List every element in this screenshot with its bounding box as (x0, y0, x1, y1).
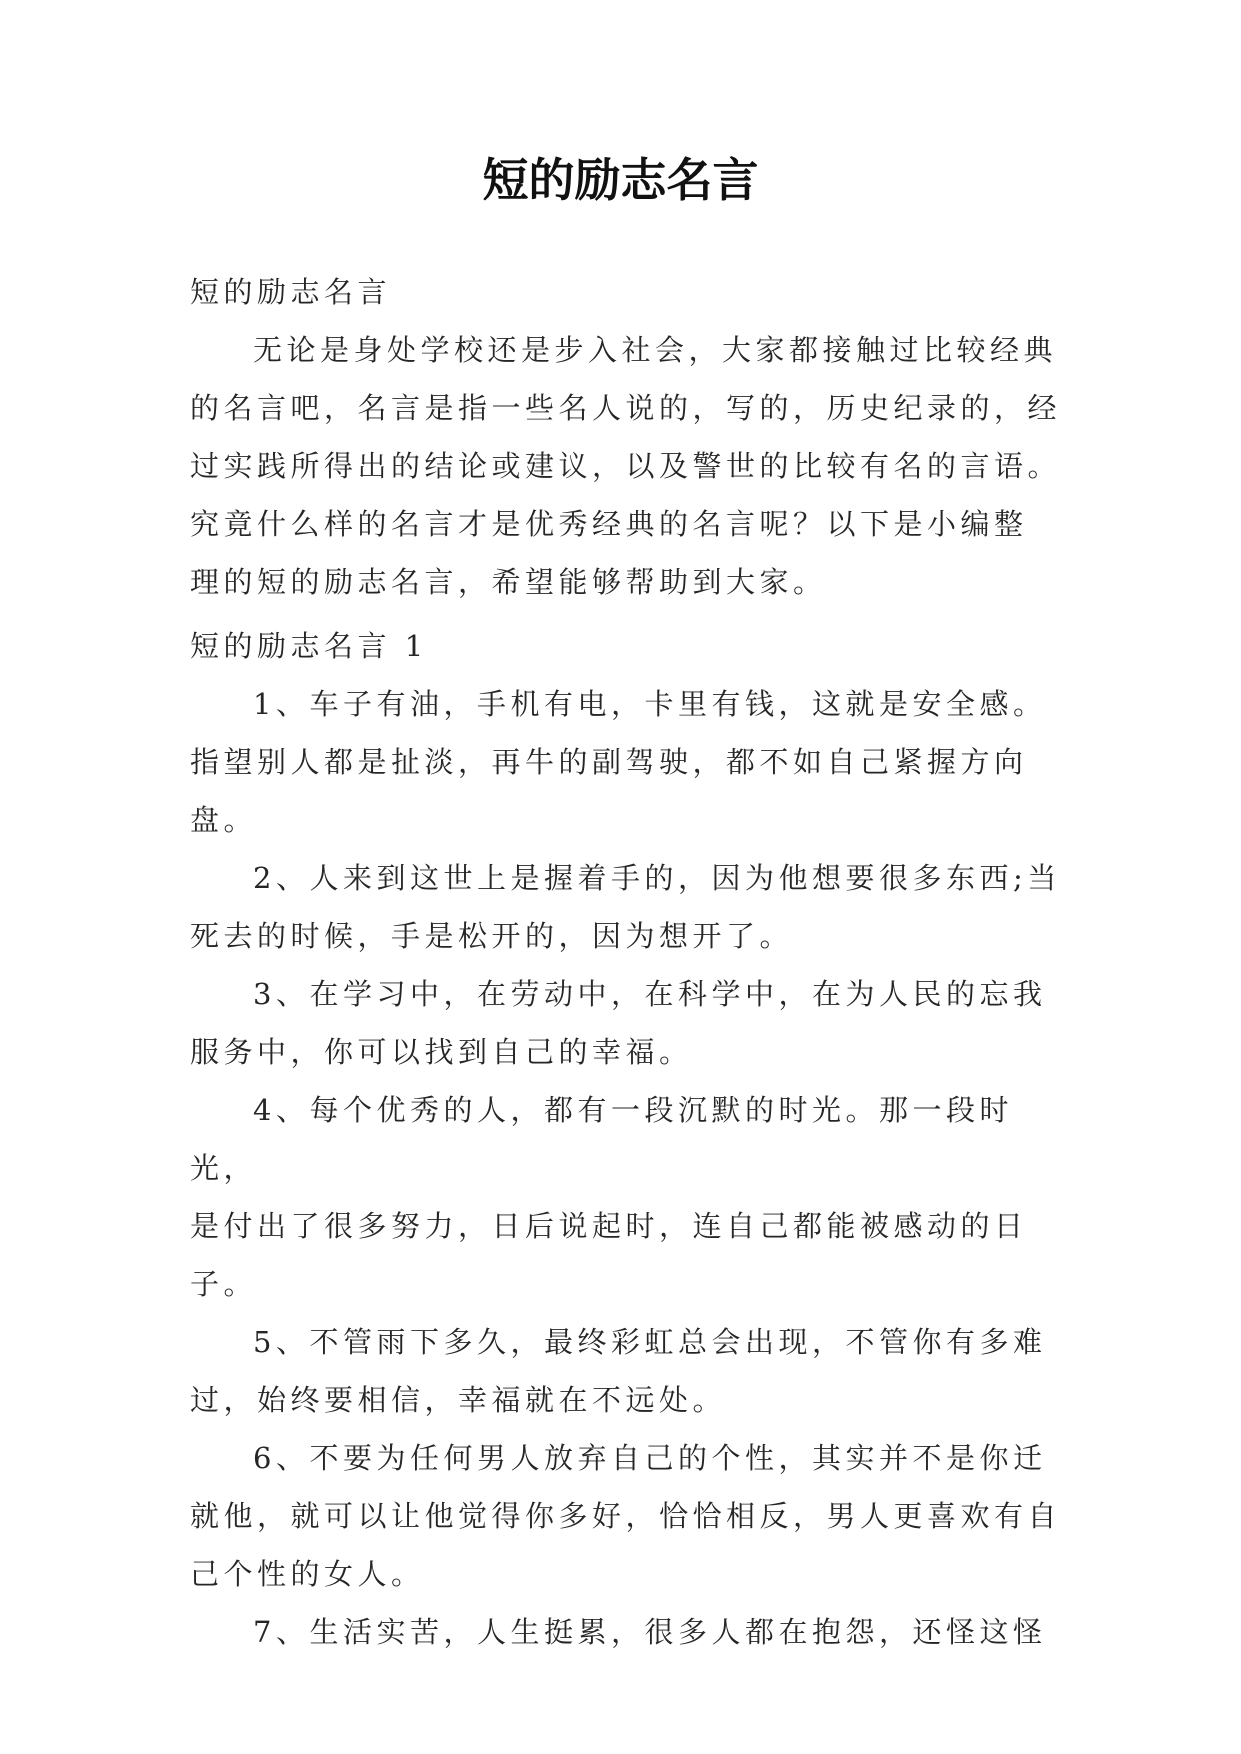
intro-line: 过实践所得出的结论或建议，以及警世的比较有名的言语。 (190, 449, 1062, 483)
intro-line: 究竟什么样的名言才是优秀经典的名言呢？以下是小编整 (190, 507, 1028, 541)
section-heading: 短的励志名言 1 (190, 629, 428, 663)
intro-heading: 短的励志名言 (190, 275, 392, 309)
document-title: 短的励志名言 (482, 153, 759, 207)
quote-item (190, 1429, 1062, 1603)
intro-paragraph (190, 321, 1062, 611)
quote-line: 就他，就可以让他觉得你多好，恰恰相反，男人更喜欢有自 (190, 1499, 1062, 1533)
quote-line: 5、不管雨下多久，最终彩虹总会出现，不管你有多难 (253, 1325, 1047, 1359)
quote-line: 过，始终要相信，幸福就在不远处。 (190, 1383, 727, 1417)
quote-line: 指望别人都是扯淡，再牛的副驾驶，都不如自己紧握方向盘。 (190, 745, 1028, 837)
intro-line: 无论是身处学校还是步入社会，大家都接触过比较经典 (253, 333, 1058, 367)
quote-item (190, 1603, 1062, 1661)
quote-item (190, 675, 1062, 849)
quote-line: 6、不要为任何男人放弃自己的个性，其实并不是你迁 (253, 1441, 1047, 1475)
quote-line: 是付出了很多努力，日后说起时，连自己都能被感动的日子。 (190, 1209, 1028, 1301)
quote-line: 4、每个优秀的人，都有一段沉默的时光。那一段时光， (190, 1093, 1013, 1185)
quote-line: 3、在学习中，在劳动中，在科学中，在为人民的忘我 (253, 977, 1047, 1011)
quote-line: 死去的时候，手是松开的，因为想开了。 (190, 919, 794, 953)
intro-line: 的名言吧，名言是指一些名人说的，写的，历史纪录的，经 (190, 391, 1062, 425)
quote-line: 己个性的女人。 (190, 1557, 425, 1591)
quote-line: 2、人来到这世上是握着手的，因为他想要很多东西;当 (253, 861, 1061, 895)
quote-item (190, 965, 1062, 1081)
quote-item (190, 1313, 1062, 1429)
quote-line: 7、生活实苦，人生挺累，很多人都在抱怨，还怪这怪 (253, 1615, 1047, 1649)
quote-item (190, 1081, 1062, 1313)
quote-item (190, 849, 1062, 965)
intro-line: 理的短的励志名言，希望能够帮助到大家。 (190, 565, 827, 599)
quote-line: 1、车子有油，手机有电，卡里有钱，这就是安全感。 (253, 687, 1047, 721)
quote-line: 服务中，你可以找到自己的幸福。 (190, 1035, 693, 1069)
quote-list (190, 675, 1062, 1661)
